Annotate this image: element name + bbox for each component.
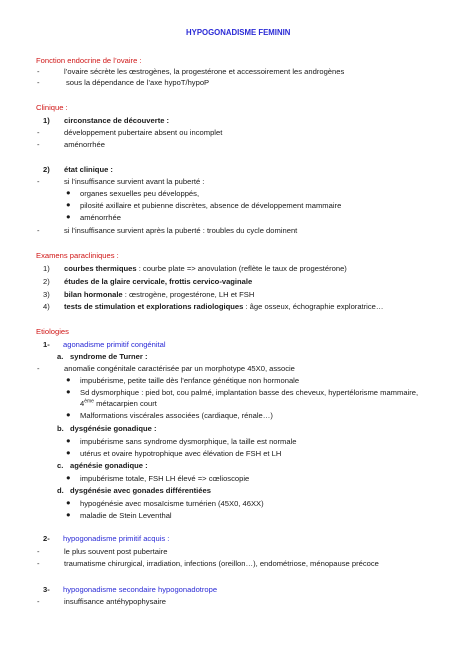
bullet-icon: ● — [66, 473, 71, 482]
exam-item — [64, 277, 252, 287]
bullet-icon: ● — [66, 436, 71, 445]
heading-fonction-endocrine: Fonction endocrine de l’ovaire : — [36, 56, 142, 65]
exam-term: tests de stimulation et explorations radiologiques — [64, 302, 244, 311]
exam-item — [64, 302, 384, 312]
list-item: organes sexuelles peu développés, — [80, 189, 200, 198]
list-item: le plus souvent post pubertaire — [64, 547, 168, 556]
bullet-icon: ● — [66, 510, 71, 519]
list-item: si l’insuffisance survient avant la puberté : — [64, 177, 205, 186]
bullet-icon: ● — [66, 212, 71, 221]
dash-marker: - — [37, 67, 40, 76]
dash-marker: - — [37, 140, 40, 149]
list-item: sous la dépendance de l’axe hypoT/hypoP — [66, 78, 210, 87]
list-item: anomalie congénitale caractérisée par un morphotype 45X0, associe — [64, 364, 295, 373]
document-title: HYPOGONADISME FEMININ — [186, 28, 291, 37]
list-item: impubérisme totale, FSH LH élevé => cœlioscopie — [80, 474, 250, 483]
dash-marker: - — [37, 78, 40, 87]
dash-marker: - — [37, 597, 40, 606]
exam-item — [64, 290, 254, 300]
dash-marker: - — [37, 559, 40, 568]
item-number: 3- — [43, 585, 50, 594]
subheading-etat-clinique: état clinique : — [64, 165, 113, 174]
subheading-dysgenesie: dysgénésie gonadique : — [70, 424, 157, 433]
subheading-agonadisme: agonadisme primitif congénital — [63, 340, 166, 349]
dash-marker: - — [37, 364, 40, 373]
list-item: Sd dysmorphique : pied bot, cou palmé, implantation basse des cheveux, hypertélorisme mammaire, — [80, 388, 419, 397]
heading-etiologies: Etiologies — [36, 327, 69, 336]
list-item: Malformations viscérales associées (cardiaque, rénale…) — [80, 411, 273, 420]
subheading-acquis: hypogonadisme primitif acquis : — [63, 534, 170, 543]
item-number: 1) — [43, 116, 50, 125]
item-number: 1- — [43, 340, 50, 349]
item-letter: b. — [57, 424, 64, 433]
bullet-icon: ● — [66, 410, 71, 419]
exam-term: bilan hormonale — [64, 290, 123, 299]
list-item: l’ovaire sécrète les œstrogènes, la progestérone et accessoirement les androgènes — [64, 67, 345, 76]
bullet-icon: ● — [66, 375, 71, 384]
list-item: utérus et ovaire hypotrophique avec élévation de FSH et LH — [80, 449, 282, 458]
subheading-dysgenesie-gonades: dysgénésie avec gonades différentiées — [70, 486, 211, 495]
list-item: traumatisme chirurgical, irradiation, infections (oreillon…), endométriose, ménopause précoce — [64, 559, 379, 568]
item-number: 4) — [43, 302, 50, 311]
bullet-icon: ● — [66, 498, 71, 507]
item-letter: d. — [57, 486, 64, 495]
subheading-secondaire: hypogonadisme secondaire hypogonadotrope — [63, 585, 218, 594]
list-item: maladie de Stein Leventhal — [80, 511, 172, 520]
exam-term: études de la glaire cervicale, frottis cervico-vaginale — [64, 277, 253, 286]
item-number: 2) — [43, 165, 50, 174]
item-number: 2- — [43, 534, 50, 543]
item-letter: c. — [57, 461, 64, 470]
list-item: insuffisance antéhypophysaire — [64, 597, 167, 606]
bullet-icon: ● — [66, 200, 71, 209]
bullet-icon: ● — [66, 448, 71, 457]
dash-marker: - — [37, 547, 40, 556]
exam-desc: : œstrogène, progestérone, LH et FSH — [122, 290, 255, 299]
heading-clinique: Clinique : — [36, 103, 68, 112]
list-item: aménorrhée — [64, 140, 105, 149]
item-number: 3) — [43, 290, 50, 299]
list-item: pilosité axillaire et pubienne discrètes, absence de développement mammaire — [80, 201, 342, 210]
exam-desc: : courbe plate => anovulation (reflète le taux de progestérone) — [136, 264, 347, 273]
list-item-continuation: 4ème métacarpien court — [80, 398, 157, 408]
item-number: 1) — [43, 264, 50, 273]
exam-desc: : âge osseux, échographie exploratrice… — [243, 302, 384, 311]
bullet-icon: ● — [66, 188, 71, 197]
bullet-icon: ● — [66, 387, 71, 396]
exam-term: courbes thermiques — [64, 264, 137, 273]
dash-marker: - — [37, 128, 40, 137]
item-letter: a. — [57, 352, 64, 361]
list-item: si l’insuffisance survient après la puberté : troubles du cycle dominent — [64, 226, 298, 235]
list-item: aménorrhée — [80, 213, 121, 222]
list-item: impubérisme sans syndrome dysmorphique, la taille est normale — [80, 437, 297, 446]
subheading-turner: syndrome de Turner : — [70, 352, 148, 361]
subheading-circonstance: circonstance de découverte : — [64, 116, 170, 125]
exam-item — [64, 264, 347, 274]
heading-examens: Examens paracliniques : — [36, 251, 119, 260]
list-item: hypogénésie avec mosaïcisme turnérien (45X0, 46XX) — [80, 499, 264, 508]
list-item: développement pubertaire absent ou incomplet — [64, 128, 223, 137]
list-item: impubérisme, petite taille dès l’enfance génétique non hormonale — [80, 376, 300, 385]
subheading-agenesie: agénésie gonadique : — [70, 461, 148, 470]
dash-marker: - — [37, 177, 40, 186]
dash-marker: - — [37, 226, 40, 235]
item-number: 2) — [43, 277, 50, 286]
